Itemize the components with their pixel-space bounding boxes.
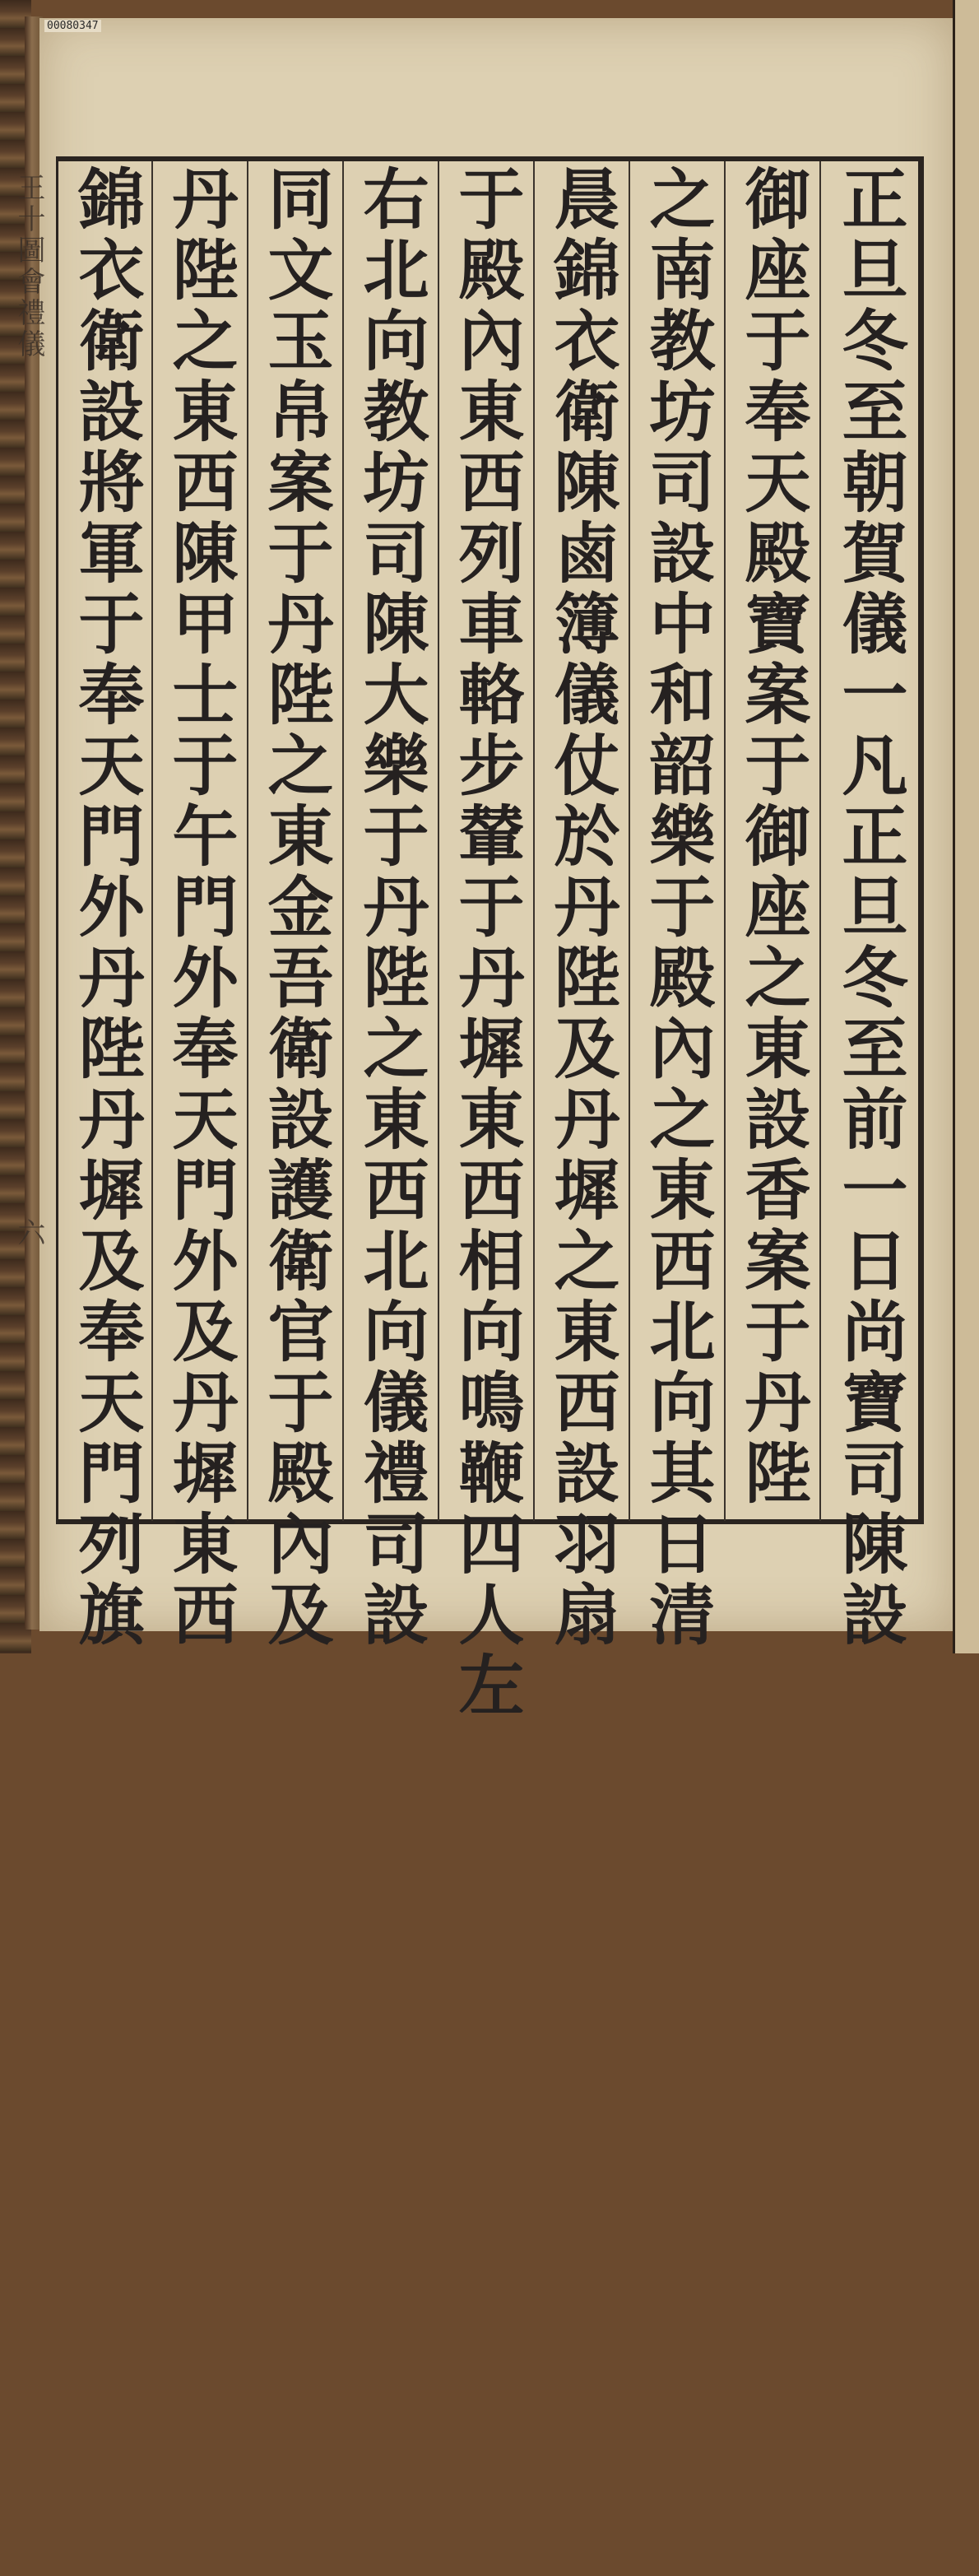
column-rule — [533, 161, 535, 1521]
text-column-4 — [536, 165, 627, 1651]
scan-id-label: 00080347 — [44, 20, 101, 32]
adjacent-page-edge — [953, 0, 979, 1653]
text-column-5 — [441, 165, 531, 1722]
column-text: 錦衣衛設將軍于奉天門外丹陛丹墀及奉天門列旗 — [67, 165, 145, 1651]
column-text: 于殿內東西列車輅步輦于丹墀東西相向鳴鞭四人左 — [448, 165, 525, 1722]
column-text: 御座于奉天殿寶案于御座之東設香案于丹陛 — [734, 165, 811, 1509]
text-column-2 — [727, 165, 818, 1523]
column-rule — [629, 161, 630, 1521]
column-text: 丹陛之東西陳甲士于午門外奉天門外及丹墀東西 — [161, 165, 239, 1651]
column-rule — [438, 161, 439, 1521]
column-rule — [724, 161, 726, 1521]
column-rule — [247, 161, 248, 1521]
column-text: 之南教坊司設中和韶樂于殿內之東西北向其日清 — [638, 165, 716, 1651]
column-rule — [819, 161, 821, 1521]
margin-title: 王十圖會禮儀 — [12, 173, 45, 360]
text-column-6 — [346, 165, 436, 1651]
text-column-8 — [155, 165, 245, 1651]
column-text: 正旦冬至朝賀儀一凡正旦冬至前一日尚寶司陳設 — [831, 165, 908, 1651]
column-text: 右北向教坊司陳大樂于丹陛之東西北向儀禮司設 — [352, 165, 429, 1651]
column-rule — [151, 161, 153, 1521]
column-rule — [342, 161, 344, 1521]
margin-page-number: 六 — [12, 1218, 45, 1249]
column-text: 同文玉帛案于丹陛之東金吾衛設護衛官于殿內及 — [257, 165, 334, 1651]
text-column-7 — [250, 165, 341, 1651]
column-text: 晨錦衣衛陳鹵簿儀仗於丹陛及丹墀之東西設羽扇 — [543, 165, 620, 1651]
text-column-9 — [61, 165, 151, 1651]
text-column-3 — [632, 165, 722, 1651]
text-column-1 — [824, 165, 915, 1651]
